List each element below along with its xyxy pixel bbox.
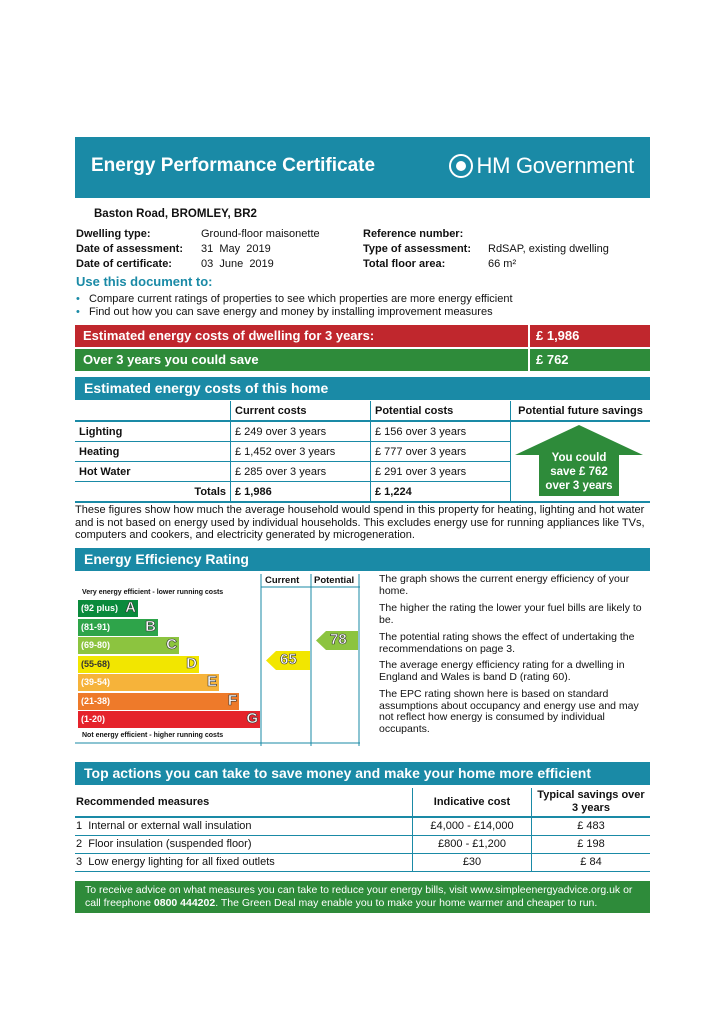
property-address: Baston Road, BROMLEY, BR2 xyxy=(94,208,257,220)
top-note: Very energy efficient - lower running costs xyxy=(82,589,224,596)
measure-name: Low energy lighting for all fixed outlets xyxy=(88,856,275,868)
band-letter: D xyxy=(186,654,197,672)
current-cost-cell: £ 249 over 3 years xyxy=(231,421,371,442)
band-range: (69-80) xyxy=(81,640,111,650)
government-name: HM Government xyxy=(476,153,634,178)
estimated-cost-label: Estimated energy costs of dwelling for 3 years: xyxy=(83,328,375,343)
assessment-type-label: Type of assessment: xyxy=(363,243,472,255)
assessment-date-label: Date of assessment: xyxy=(76,243,183,255)
band-letter: C xyxy=(166,636,177,653)
measure-saving: £ 84 xyxy=(532,853,651,871)
rating-text: The average energy efficiency rating for a dwelling in England and Wales is band D (rating 60). xyxy=(379,659,625,683)
savings-value: £ 762 xyxy=(528,349,569,371)
government-logo xyxy=(449,153,634,179)
row-label: Lighting xyxy=(75,421,231,442)
current-cost-cell: £ 285 over 3 years xyxy=(231,462,371,482)
certificate-header xyxy=(75,137,650,198)
row-label: Hot Water xyxy=(75,462,231,482)
floor-area-value: 66 m² xyxy=(488,258,517,270)
rating-text: The higher the rating the lower your fuel bills are likely to be. xyxy=(379,602,642,626)
total-potential-cost: £ 1,224 xyxy=(371,482,511,503)
measure-saving: £ 483 xyxy=(532,817,651,835)
use-document-title: Use this document to: xyxy=(76,274,213,289)
rating-chart xyxy=(75,574,360,746)
band-range: (21-38) xyxy=(81,695,111,706)
current-costs-header: Current costs xyxy=(231,401,371,421)
dwelling-type-value: Ground-floor maisonette xyxy=(201,228,320,240)
footer-line1: To receive advice on what measures you can take to reduce your energy bills, visit www.simpleenergyadvice.org.uk or xyxy=(85,884,633,896)
footer-line2-end: . The Green Deal may enable you to make your home warmer and cheaper to run. xyxy=(215,896,598,909)
savings-arrow-line2: save £ 762 xyxy=(550,466,608,478)
table-row: 2 Floor insulation (suspended floor) £800 - £1,200 £ 198 xyxy=(75,835,650,853)
rating-band-e xyxy=(78,674,219,691)
actions-table xyxy=(75,788,650,872)
rating-band-a xyxy=(78,600,138,617)
band-letter: F xyxy=(227,691,237,709)
royal-crest-icon xyxy=(449,154,473,178)
rating-text: The EPC rating shown here is based on standard assumptions about occupancy and energy use and may not reflect how energy is consumed by individual occupants. xyxy=(379,688,639,735)
savings-arrow-line1: You could xyxy=(551,452,607,464)
potential-rating-marker xyxy=(316,631,358,650)
rating-band-b xyxy=(78,619,158,636)
rating-text: The potential rating shows the effect of undertaking the recommendations on page 3. xyxy=(379,631,635,655)
floor-area-label: Total floor area: xyxy=(363,258,446,270)
band-letter: B xyxy=(145,617,156,635)
certificate-date-label: Date of certificate: xyxy=(76,258,172,270)
current-rating-value: 65 xyxy=(280,651,297,668)
current-cost-cell: £ 1,452 over 3 years xyxy=(231,442,371,462)
rating-text: The graph shows the current energy efficiency of your home. xyxy=(379,573,630,597)
actions-section-title: Top actions you can take to save money and make your home more efficient xyxy=(75,762,650,785)
estimated-cost-value: £ 1,986 xyxy=(528,325,579,347)
savings-label: Over 3 years you could save xyxy=(83,352,259,367)
measure-name: Internal or external wall insulation xyxy=(88,820,252,833)
savings-arrow-line3: over 3 years xyxy=(545,480,613,492)
costs-section-title: Estimated energy costs of this home xyxy=(75,377,650,400)
row-label: Heating xyxy=(75,442,231,462)
measure-name: Floor insulation (suspended floor) xyxy=(88,838,252,850)
band-range: (55-68) xyxy=(81,658,111,669)
potential-header: Potential xyxy=(314,575,355,586)
current-rating-marker xyxy=(266,651,310,670)
measure-saving: £ 198 xyxy=(532,835,651,853)
band-range: (92 plus) xyxy=(81,603,119,613)
advice-footer xyxy=(75,881,650,913)
rating-section-title: Energy Efficiency Rating xyxy=(75,548,650,571)
bottom-note: Not energy efficient - higher running costs xyxy=(82,732,224,739)
footer-line2-start: call freephone xyxy=(85,896,154,909)
freephone-number[interactable]: 0800 444202 xyxy=(153,896,216,909)
table-row: 1 Internal or external wall insulation £4,000 - £14,000 £ 483 xyxy=(75,817,650,835)
potential-cost-cell: £ 291 over 3 years xyxy=(371,462,511,482)
rating-band-f xyxy=(78,693,239,710)
total-current-cost: £ 1,986 xyxy=(231,482,371,503)
savings-header: Typical savings over 3 years xyxy=(532,788,651,817)
measure-cost: £30 xyxy=(413,853,532,871)
measures-header: Recommended measures xyxy=(76,796,210,808)
band-letter: A xyxy=(125,599,136,616)
certificate-date-value: 03 June 2019 xyxy=(201,258,274,270)
potential-cost-cell: £ 777 over 3 years xyxy=(371,442,511,462)
certificate-title: Energy Performance Certificate xyxy=(91,155,376,176)
table-row: 3 Low energy lighting for all fixed outlets £30 £ 84 xyxy=(75,853,650,871)
current-header: Current xyxy=(265,575,300,586)
use-bullet: • Compare current ratings of properties to see which properties are more energy efficient xyxy=(76,293,513,305)
band-range: (39-54) xyxy=(81,677,111,687)
rating-band-c xyxy=(78,637,179,654)
assessment-type-value: RdSAP, existing dwelling xyxy=(488,243,609,255)
costs-note: These figures show how much the average household would spend in this property for heating, lighting and hot water and is not based on energy used by individual households. This excludes energy use for running appliances like TVs, computers and cookers, and electricity generated by microgeneration. xyxy=(75,504,645,541)
band-letter: E xyxy=(206,673,217,690)
rating-band-d xyxy=(78,656,199,673)
potential-costs-header: Potential costs xyxy=(371,401,511,421)
dwelling-type-label: Dwelling type: xyxy=(76,228,151,240)
savings-arrow xyxy=(515,425,643,496)
potential-cost-cell: £ 156 over 3 years xyxy=(371,421,511,442)
band-letter: G xyxy=(246,710,258,727)
measure-cost: £800 - £1,200 xyxy=(413,835,532,853)
reference-label: Reference number: xyxy=(363,228,464,240)
future-savings-header: Potential future savings xyxy=(511,401,651,421)
potential-rating-value: 78 xyxy=(330,631,347,648)
use-bullet: • Find out how you can save energy and money by installing improvement measures xyxy=(76,306,493,318)
rating-band-g xyxy=(78,711,260,728)
cost-header: Indicative cost xyxy=(413,788,532,817)
savings-banner xyxy=(75,349,650,371)
assessment-date-value: 31 May 2019 xyxy=(201,243,271,255)
estimated-cost-banner xyxy=(75,325,650,347)
measure-cost: £4,000 - £14,000 xyxy=(413,817,532,835)
band-range: (81-91) xyxy=(81,621,111,632)
totals-label: Totals xyxy=(194,485,226,498)
band-range: (1-20) xyxy=(81,714,106,724)
